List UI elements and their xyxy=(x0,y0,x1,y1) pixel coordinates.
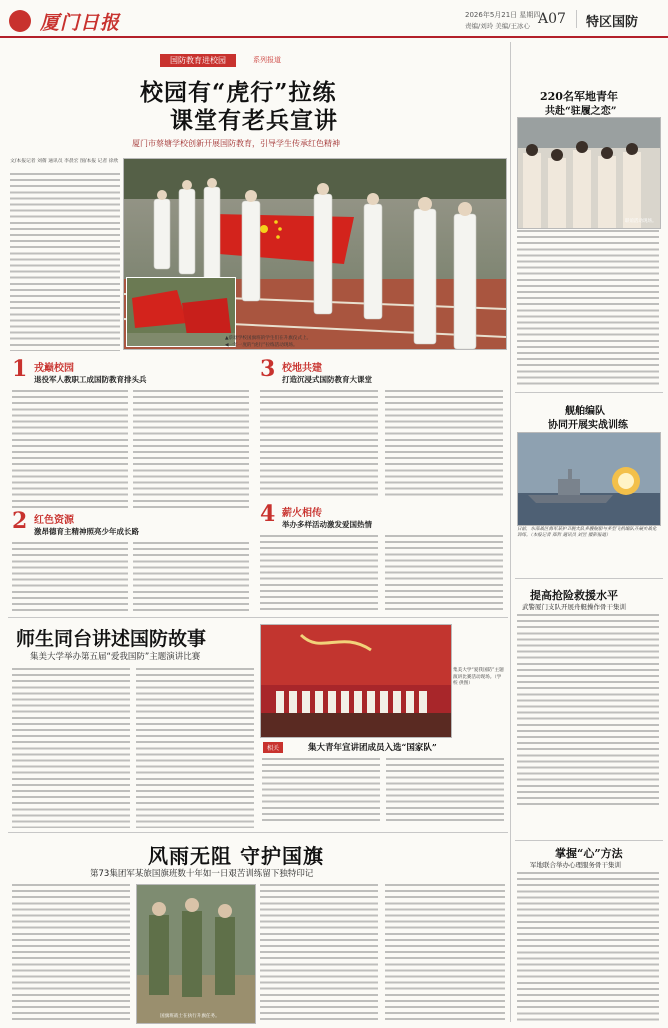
section-name: 特区国防 xyxy=(586,15,639,30)
related-tag: 相关 xyxy=(263,742,283,753)
bottom-left-body-2 xyxy=(136,668,254,828)
newspaper-logo: 厦门日报 xyxy=(40,12,121,34)
bottom-left-body-1 xyxy=(12,668,130,828)
photo-caption-1: ▲蔡塘学校国旗班的学生们在升旗仪式上。 xyxy=(225,336,312,341)
bottom-body-3 xyxy=(385,884,505,1022)
section-number: 1 xyxy=(12,356,28,382)
section-3-body-col2 xyxy=(385,390,503,500)
speech-contest-photo xyxy=(260,624,452,738)
section-title: 校地共建 xyxy=(282,363,322,374)
story1-subtitle: 共赴“驻履之恋” xyxy=(545,106,617,117)
right-divider-2 xyxy=(515,578,663,579)
photo-caption-2: ◀一年一度的“虎行”拉练活动现场。 xyxy=(225,343,298,348)
story3-body xyxy=(517,614,659,806)
section-2-body-col2 xyxy=(133,542,249,614)
section-2-body xyxy=(12,542,128,614)
story1-caption: 联谊活动现场。 xyxy=(625,219,657,224)
section-subtitle: 激昂德育主精神照亮少年成长路 xyxy=(34,527,139,536)
section-4-body xyxy=(260,535,378,613)
story3-subtitle: 武警厦门支队开展舟艇操作骨干集训 xyxy=(522,603,626,611)
main-byline: 文/本报记者 刘蒨 通讯员 李晨宏 图/本报 记者 徐欣 xyxy=(10,159,119,164)
story2-caption: 日前，东部战区海军某护卫舰大队多艘舰船与多型飞机编队开展实战化训练。（本报记者 郑哲 通讯员 刘昱 摄影报道） xyxy=(517,527,657,539)
main-headline-1: 校园有“虎行”拉练 xyxy=(140,79,337,106)
story2-photo xyxy=(517,432,661,526)
section-1-header xyxy=(12,358,252,388)
section-4-body-col2 xyxy=(385,535,503,613)
section-subtitle: 举办多样活动激发爱国热情 xyxy=(282,520,372,529)
warship-photo xyxy=(518,433,660,525)
story1-body xyxy=(517,230,659,388)
newspaper-seal-icon xyxy=(9,10,31,32)
section-number: 3 xyxy=(260,356,276,382)
section-title: 红色资源 xyxy=(34,515,74,526)
section-1-body-col2 xyxy=(133,390,249,508)
story3-title: 提高抢险救援水平 xyxy=(530,589,618,602)
story4-title: 掌握“心”方法 xyxy=(555,847,623,860)
section-subtitle: 退役军人教职工成国防教育排头兵 xyxy=(34,375,147,384)
main-intro-text xyxy=(10,173,120,351)
bottom-subheadline: 第73集团军某旅国旗班数十年如一日艰苦训练留下独特印记 xyxy=(90,869,314,879)
weekday-text: 星期四 xyxy=(519,11,541,19)
main-headline-2: 课堂有老兵宣讲 xyxy=(170,107,338,134)
bottom-divider xyxy=(8,832,508,833)
section-2-header xyxy=(12,510,252,540)
right-divider-1 xyxy=(515,392,663,393)
bottom-left-headline: 师生同台讲述国防故事 xyxy=(16,628,207,650)
story2-title-1: 舰舶编队 xyxy=(565,406,605,417)
masthead xyxy=(0,0,668,36)
story4-subtitle: 军地联合举办心理服务骨干集训 xyxy=(530,861,621,869)
rally-photo xyxy=(127,278,235,346)
column-divider xyxy=(510,42,511,1022)
section-number: 4 xyxy=(260,501,276,527)
section-subtitle: 打造沉浸式国防教育大课堂 xyxy=(282,375,372,384)
dating-event-photo xyxy=(518,118,660,228)
section-title: 薪火相传 xyxy=(282,508,322,519)
bottom-body-1 xyxy=(12,884,130,1022)
date-text: 2026年5月21日 xyxy=(465,11,518,19)
bottom-headline: 风雨无阻 守护国旗 xyxy=(148,844,324,868)
related-title: 集大青年宣讲团成员入选“国家队” xyxy=(308,743,437,753)
main-subheadline: 厦门市蔡塘学校创新开展国防教育，引导学生传承红色精神 xyxy=(132,139,340,148)
bottom-left-subheadline: 集美大学举办第五届“爱我国防”主题演讲比赛 xyxy=(30,652,201,662)
stage-photo xyxy=(261,625,451,737)
flag-guard-training-photo xyxy=(136,884,256,1024)
story4-body xyxy=(517,872,659,1022)
right-divider-3 xyxy=(515,840,663,841)
section-1-body xyxy=(12,390,128,508)
editor-line: 责编/刘玲 美编/王冰心 xyxy=(465,22,530,30)
masthead-rule xyxy=(0,36,668,38)
header-divider xyxy=(576,10,577,28)
related-body-1 xyxy=(262,758,380,824)
series-kicker xyxy=(160,54,236,67)
related-box xyxy=(260,740,506,826)
issue-date xyxy=(465,10,540,20)
kicker-text: 国防教育进校园 xyxy=(170,56,226,65)
section-number: 2 xyxy=(12,508,28,534)
section-3-body xyxy=(260,390,378,500)
story2-title-2: 协同开展实战训练 xyxy=(548,420,628,431)
speech-photo-caption: 集美大学“爱我国防”主题演讲比赛活动现场。（学校 供图） xyxy=(453,668,504,686)
main-photo xyxy=(123,158,507,350)
training-photo-caption: 国旗班战士在执行升旗任务。 xyxy=(160,1014,220,1019)
related-body-2 xyxy=(386,758,504,824)
section-title: 戎巅校园 xyxy=(34,363,74,374)
inset-photo xyxy=(126,277,236,347)
story1-photo xyxy=(517,117,661,229)
page-number: A07 xyxy=(538,11,566,27)
story1-title: 220名军地青年 xyxy=(540,90,618,103)
section-4-header xyxy=(260,503,505,533)
series-label: 系列报道 xyxy=(253,56,281,64)
section-3-header xyxy=(260,358,505,388)
training-photo xyxy=(137,885,255,1023)
mid-divider xyxy=(8,617,508,618)
bottom-body-2 xyxy=(260,884,378,1022)
